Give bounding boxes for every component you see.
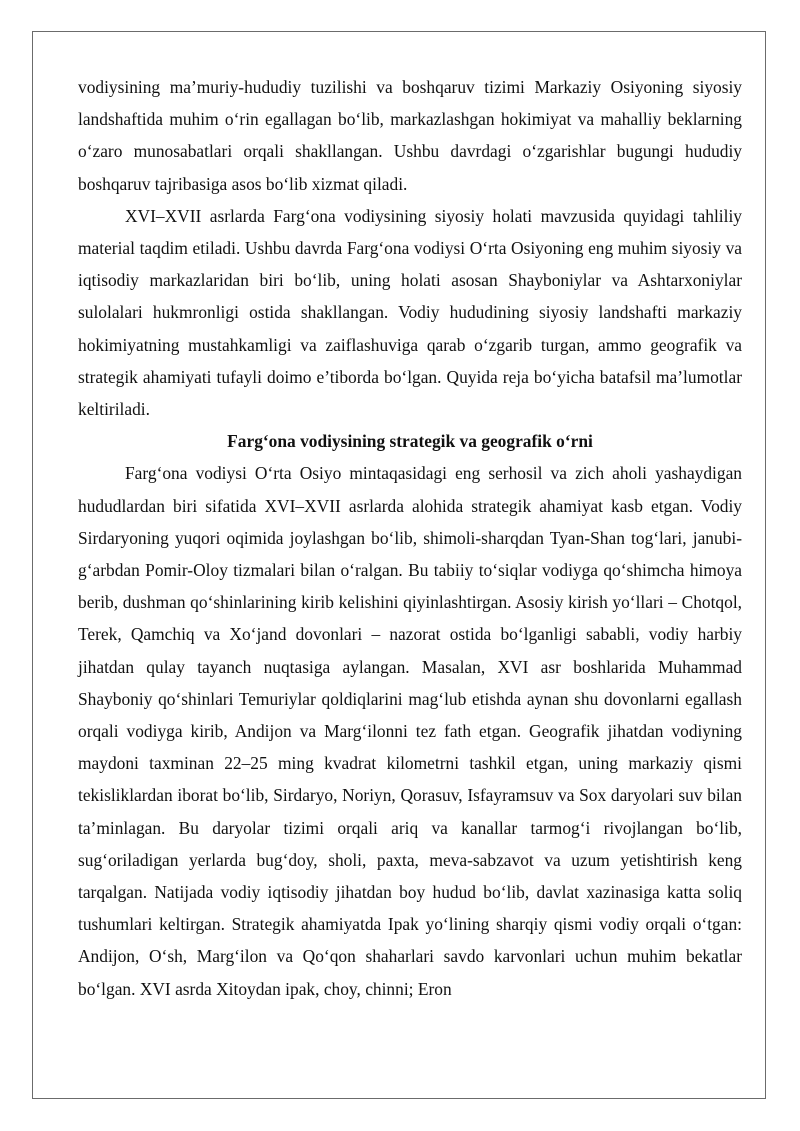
- paragraph-continuation: vodiysining ma’muriy-hududiy tuzilishi va boshqaruv tizimi Markaziy Osiyoning siyosiy landshaftida muhim o‘rin egallagan bo‘lib, markazlashgan hokimiyat va mahalliy beklarning o‘zaro munosabatlari orqali shakllangan. Ushbu davrdagi o‘zgarishlar bugungi hududiy boshqaruv tajribasiga asos bo‘lib xizmat qiladi.: [78, 77, 742, 194]
- section-heading: Farg‘ona vodiysining strategik va geografik o‘rni: [227, 431, 593, 452]
- paragraph-geography: Farg‘ona vodiysi O‘rta Osiyo mintaqasidagi eng serhosil va zich aholi yashaydigan hududlardan biri sifatida XVI–XVII asrlarda alohida strategik ahamiyat kasb etgan. Vodiy Sirdaryoning yuqori oqimida joylashgan bo‘lib, shimoli-sharqdan Tyan-Shan tog‘lari, janubi-g‘arbdan Pomir-Oloy tizmalari bilan o‘ralgan. Bu tabiiy to‘siqlar vodiyga qo‘shimcha himoya berib, dushman qo‘shinlarining kirib kelishini qiyinlashtirgan. Asosiy kirish yo‘llari – Chotqol, Terek, Qamchiq va Xo‘jand dovonlari – nazorat ostida bo‘lganligi sababli, vodiy harbiy jihatdan qulay tayanch nuqtasiga aylangan. Masalan, XVI asr boshlarida Muhammad Shayboniy qo‘shinlari Temuriylar qoldiqlarini mag‘lub etishda aynan shu dovonlarni egallash orqali vodiyga kirib, Andijon va Marg‘ilonni tez fath etgan. Geografik jihatdan vodiyning maydoni taxminan 22–25 ming kvadrat kilometrni tashkil etgan, uning markaziy qismi tekisliklardan iborat bo‘lib, Sirdaryo, Noriyn, Qorasuv, Isfayramsuv va Sox daryolari suv bilan ta’minlagan. Bu daryolar tizimi orqali ariq va kanallar tarmog‘i rivojlangan bo‘lib, sug‘oriladigan yerlarda bug‘doy, sholi, paxta, meva-sabzavot va uzum yetishtirish keng tarqalgan. Natijada vodiy iqtisodiy jihatdan boy hudud bo‘lib, davlat xazinasiga katta soliq tushumlari keltirgan. Strategik ahamiyatda Ipak yo‘lining sharqiy qismi vodiy orqali o‘tgan: Andijon, O‘sh, Marg‘ilon va Qo‘qon shaharlari savdo karvonlari uchun muhim bekatlar bo‘lgan. XVI asrda Xitoydan ipak, choy, chinni; Eron: [78, 463, 742, 999]
- document-body: [78, 71, 742, 1005]
- paragraph-introduction: XVI–XVII asrlarda Farg‘ona vodiysining siyosiy holati mavzusida quyidagi tahliliy material taqdim etiladi. Ushbu davrda Farg‘ona vodiysi O‘rta Osiyoning eng muhim siyosiy va iqtisodiy markazlaridan biri bo‘lib, uning holati asosan Shayboniylar va Ashtarxoniylar sulolalari hukmronligi ostida shakllangan. Vodiy hududining siyosiy landshafti markaziy hokimiyatning mustahkamligi va zaiflashuviga qarab o‘zgarib turgan, ammo geografik va strategik ahamiyati tufayli doimo e’tiborda bo‘lgan. Quyida reja bo‘yicha batafsil ma’lumotlar keltiriladi.: [78, 205, 742, 420]
